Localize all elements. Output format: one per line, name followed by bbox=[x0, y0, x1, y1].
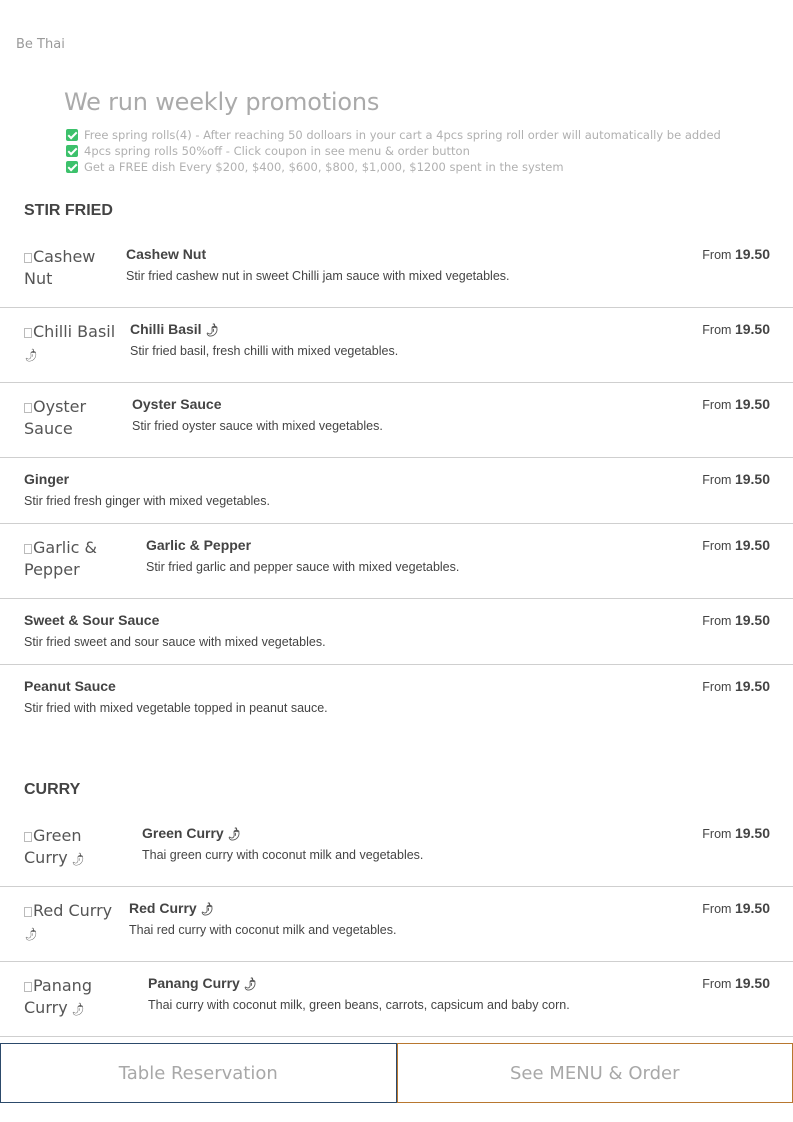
menu-item-oyster-sauce[interactable] bbox=[0, 396, 793, 458]
brand-name[interactable]: Be Thai bbox=[16, 37, 65, 52]
promo-item: Get a FREE dish Every $200, $400, $600, $800, $1,000, $1200 spent in the system bbox=[66, 159, 721, 175]
item-name: Green Curry 🌶 bbox=[142, 825, 243, 843]
item-description: Thai red curry with coconut milk and vegetables. bbox=[129, 923, 397, 937]
item-description: Stir fried cashew nut in sweet Chilli jam sauce with mixed vegetables. bbox=[126, 269, 510, 283]
garlic-pepper-image[interactable]: Garlic & Pepper bbox=[24, 538, 98, 579]
panang-curry-image[interactable]: Panang Curry🌶 bbox=[24, 975, 92, 1021]
item-description: Stir fried basil, fresh chilli with mixed vegetables. bbox=[130, 344, 399, 358]
item-name: Panang Curry 🌶 bbox=[148, 975, 259, 993]
item-description: Stir fried oyster sauce with mixed vegetables. bbox=[132, 419, 383, 433]
broken-image-icon bbox=[24, 253, 32, 263]
item-price: From 19.50 bbox=[702, 612, 770, 628]
chili-icon: 🌶 bbox=[68, 851, 87, 869]
promo-item: Free spring rolls(4) - After reaching 50 dolloars in your cart a 4pcs spring roll order will automatically be added bbox=[66, 127, 721, 143]
menu-item-garlic-pepper[interactable] bbox=[0, 537, 793, 599]
item-price: From 19.50 bbox=[702, 246, 770, 262]
item-description: Stir fried garlic and pepper sauce with mixed vegetables. bbox=[146, 560, 460, 574]
check-icon bbox=[66, 161, 78, 173]
chili-icon: 🌶 bbox=[68, 1001, 87, 1019]
menu-item-sweet-sour[interactable] bbox=[0, 612, 793, 665]
item-description: Stir fried fresh ginger with mixed vegetables. bbox=[24, 494, 270, 508]
item-price: From 19.50 bbox=[702, 537, 770, 553]
item-name: Garlic & Pepper bbox=[146, 537, 252, 553]
item-name: Cashew Nut bbox=[126, 246, 207, 262]
item-price: From 19.50 bbox=[702, 900, 770, 916]
item-price: From 19.50 bbox=[702, 825, 770, 841]
cashew-nut-image[interactable]: Cashew Nut bbox=[24, 247, 96, 288]
broken-image-icon bbox=[24, 328, 32, 338]
red-curry-image[interactable]: Red Curry 🌶 bbox=[24, 900, 112, 946]
chili-icon: 🌶 bbox=[241, 976, 259, 993]
item-name: Oyster Sauce bbox=[132, 396, 222, 412]
item-name: Chilli Basil 🌶 bbox=[130, 321, 221, 339]
broken-image-icon bbox=[24, 907, 32, 917]
item-name: Peanut Sauce bbox=[24, 678, 116, 694]
item-description: Stir fried with mixed vegetable topped in peanut sauce. bbox=[24, 701, 328, 715]
broken-image-icon bbox=[24, 982, 32, 992]
promo-item: 4pcs spring rolls 50%off - Click coupon in see menu & order button bbox=[66, 143, 721, 159]
promo-list bbox=[66, 127, 721, 175]
item-price: From 19.50 bbox=[702, 678, 770, 694]
menu-item-peanut-sauce[interactable] bbox=[0, 678, 793, 731]
item-name: Ginger bbox=[24, 471, 70, 487]
section-title-curry: CURRY bbox=[24, 781, 81, 798]
broken-image-icon bbox=[24, 403, 32, 413]
broken-image-icon bbox=[24, 544, 32, 554]
section-title-stir-fried: STIR FRIED bbox=[24, 202, 113, 219]
see-menu-order-button[interactable]: See MENU & Order bbox=[397, 1043, 793, 1103]
table-reservation-button[interactable]: Table Reservation bbox=[0, 1043, 397, 1103]
chili-icon: 🌶 bbox=[22, 926, 40, 944]
item-price: From 19.50 bbox=[702, 471, 770, 487]
item-name: Red Curry 🌶 bbox=[129, 900, 216, 918]
green-curry-image[interactable]: Green Curry🌶 bbox=[24, 825, 85, 871]
menu-item-green-curry[interactable] bbox=[0, 825, 793, 887]
promo-title: We run weekly promotions bbox=[64, 88, 380, 116]
menu-item-cashew-nut[interactable] bbox=[0, 246, 793, 308]
chili-icon: 🌶 bbox=[198, 901, 216, 918]
menu-item-ginger[interactable] bbox=[0, 471, 793, 524]
menu-item-panang-curry[interactable] bbox=[0, 975, 793, 1037]
item-name: Sweet & Sour Sauce bbox=[24, 612, 160, 628]
menu-item-chilli-basil[interactable] bbox=[0, 321, 793, 383]
check-icon bbox=[66, 129, 78, 141]
item-price: From 19.50 bbox=[702, 975, 770, 991]
item-description: Thai curry with coconut milk, green beans, carrots, capsicum and baby corn. bbox=[148, 998, 570, 1012]
bottom-action-bar bbox=[0, 1043, 793, 1103]
chilli-basil-image[interactable]: Chilli Basil 🌶 bbox=[24, 321, 115, 367]
oyster-sauce-image[interactable]: Oyster Sauce bbox=[24, 397, 87, 438]
item-description: Stir fried sweet and sour sauce with mixed vegetables. bbox=[24, 635, 326, 649]
chili-icon: 🌶 bbox=[22, 347, 40, 365]
item-price: From 19.50 bbox=[702, 321, 770, 337]
broken-image-icon bbox=[24, 832, 32, 842]
chili-icon: 🌶 bbox=[225, 826, 243, 843]
item-description: Thai green curry with coconut milk and vegetables. bbox=[142, 848, 424, 862]
check-icon bbox=[66, 145, 78, 157]
item-price: From 19.50 bbox=[702, 396, 770, 412]
chili-icon: 🌶 bbox=[203, 322, 221, 339]
menu-item-red-curry[interactable] bbox=[0, 900, 793, 962]
